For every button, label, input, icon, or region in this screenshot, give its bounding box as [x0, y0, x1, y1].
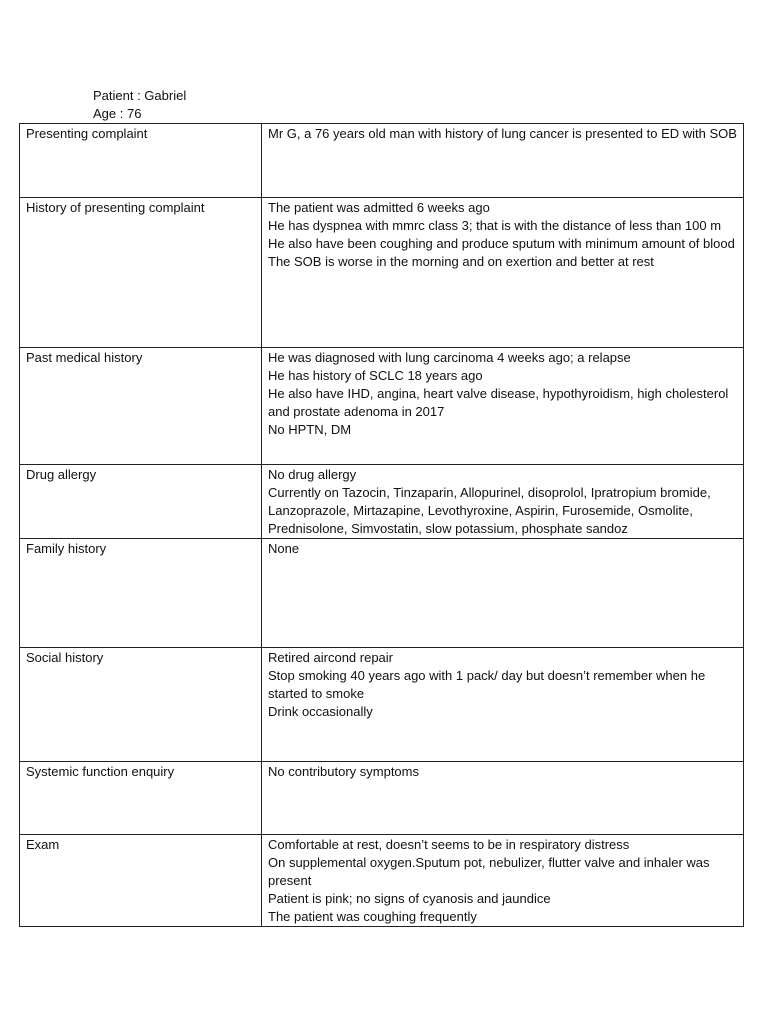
content-line: Mr G, a 76 years old man with history of lung cancer is presented to ED with SOB: [268, 126, 737, 141]
content-line: He was diagnosed with lung carcinoma 4 weeks ago; a relapse: [268, 350, 631, 365]
row-content: [262, 124, 744, 198]
table-row: [20, 124, 744, 198]
content-line: None: [268, 541, 300, 556]
row-content: [262, 198, 744, 348]
content-line: Currently on Tazocin, Tinzaparin, Allopurinel, disoprolol, Ipratropium bromide, Lanzoprazole, Mirtazapine, Levothyroxine, Aspirin, Furosemide, Osmolite, Prednisolone, Simvostatin, slow potassium, phosphate sandoz: [268, 485, 711, 536]
row-content: [262, 835, 744, 927]
patient-age: Age : 76: [93, 106, 142, 121]
row-label: History of presenting complaint: [20, 198, 262, 348]
row-label: Family history: [20, 539, 262, 648]
patient-name: Patient : Gabriel: [93, 88, 187, 103]
content-line: He has history of SCLC 18 years ago: [268, 368, 483, 383]
clerking-table: [19, 123, 744, 927]
row-label: Systemic function enquiry: [20, 762, 262, 835]
content-line: The SOB is worse in the morning and on exertion and better at rest: [268, 254, 654, 269]
row-content: [262, 348, 744, 465]
table-row: [20, 835, 744, 927]
row-content: [262, 465, 744, 539]
row-label: Exam: [20, 835, 262, 927]
row-label: Past medical history: [20, 348, 262, 465]
content-line: On supplemental oxygen.Sputum pot, nebulizer, flutter valve and inhaler was present: [268, 855, 710, 888]
row-content: [262, 648, 744, 762]
content-line: He also have IHD, angina, heart valve disease, hypothyroidism, high cholesterol and prostate adenoma in 2017: [268, 386, 729, 419]
content-line: Stop smoking 40 years ago with 1 pack/ day but doesn’t remember when he started to smoke: [268, 668, 706, 701]
table-row: [20, 198, 744, 348]
row-label: Presenting complaint: [20, 124, 262, 198]
content-line: He also have been coughing and produce sputum with minimum amount of blood: [268, 236, 735, 251]
table-row: [20, 648, 744, 762]
clerking-table-body: [20, 124, 744, 927]
content-line: Patient is pink; no signs of cyanosis and jaundice: [268, 891, 551, 906]
content-line: The patient was coughing frequently: [268, 909, 477, 924]
patient-header: [93, 87, 186, 123]
content-line: No drug allergy: [268, 467, 357, 482]
content-line: Retired aircond repair: [268, 650, 394, 665]
row-label: Social history: [20, 648, 262, 762]
table-row: [20, 465, 744, 539]
table-row: [20, 539, 744, 648]
content-line: No contributory symptoms: [268, 764, 419, 779]
content-line: Comfortable at rest, doesn’t seems to be in respiratory distress: [268, 837, 630, 852]
content-line: The patient was admitted 6 weeks ago: [268, 200, 490, 215]
row-label: Drug allergy: [20, 465, 262, 539]
content-line: No HPTN, DM: [268, 422, 352, 437]
table-row: [20, 762, 744, 835]
content-line: He has dyspnea with mmrc class 3; that is with the distance of less than 100 m: [268, 218, 722, 233]
row-content: [262, 539, 744, 648]
table-row: [20, 348, 744, 465]
content-line: Drink occasionally: [268, 704, 373, 719]
row-content: [262, 762, 744, 835]
